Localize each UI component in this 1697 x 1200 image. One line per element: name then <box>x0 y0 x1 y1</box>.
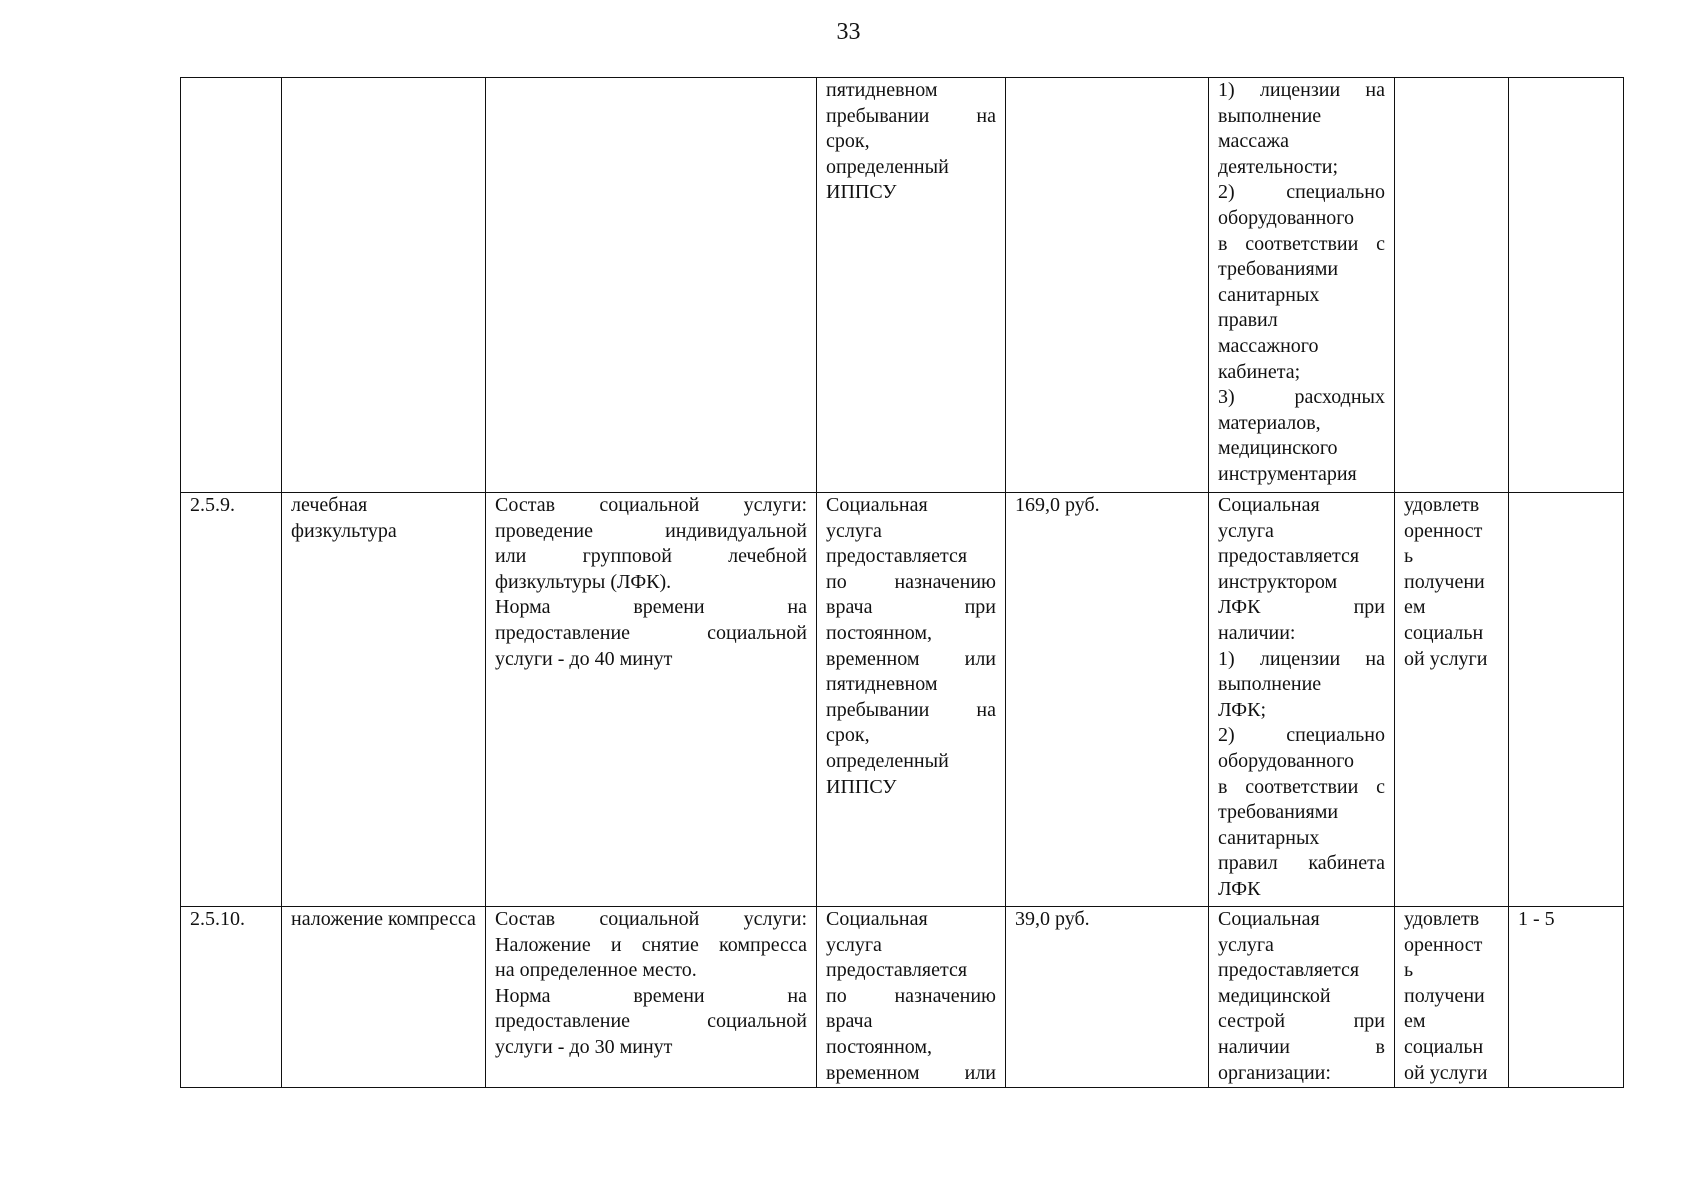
cell-provider-requirements-line: предоставляется <box>1218 545 1360 568</box>
cell-provider-requirements-line: Социальная <box>1218 908 1320 930</box>
cell-provider-requirements-line: наличии в <box>1218 1035 1385 1058</box>
cell-service-name <box>282 493 486 907</box>
cell-term <box>1509 907 1624 1088</box>
cell-number <box>181 78 282 493</box>
cell-quality-criteria <box>1395 78 1509 493</box>
cell-provider-requirements-line: правил <box>1218 309 1278 332</box>
cell-provider-requirements-line: санитарных <box>1218 826 1320 849</box>
cell-provision-conditions-line: пребывании на <box>826 104 996 127</box>
table-body <box>181 78 1624 1088</box>
cell-provider-requirements-line: предоставляется <box>1218 959 1360 982</box>
cell-service-description-line: Состав социальной услуги: <box>495 494 807 516</box>
cell-tariff <box>1006 907 1209 1088</box>
cell-quality-criteria-line: ь <box>1404 959 1414 982</box>
cell-provision-conditions-line: Социальная <box>826 908 928 930</box>
cell-quality-criteria-line: ем <box>1404 1010 1426 1033</box>
cell-provision-conditions-line: пятидневном <box>826 673 938 696</box>
cell-provision-conditions <box>817 493 1006 907</box>
cell-provider-requirements-line: 1) лицензии на <box>1218 79 1385 101</box>
cell-tariff-text: 39,0 руб. <box>1015 908 1090 930</box>
cell-quality-criteria-line: социальн <box>1404 1035 1484 1058</box>
cell-tariff-text: 169,0 руб. <box>1015 494 1100 516</box>
cell-service-description-line: Состав социальной услуги: <box>495 908 807 930</box>
cell-provision-conditions-line: врача <box>826 1010 873 1033</box>
cell-number-text: 2.5.10. <box>190 908 245 930</box>
cell-term <box>1509 78 1624 493</box>
cell-service-description-line: физкультуры (ЛФК). <box>495 570 672 593</box>
cell-provider-requirements-line: кабинета; <box>1218 360 1301 383</box>
cell-service-name <box>282 907 486 1088</box>
cell-service-description-line: на определенное место. <box>495 959 697 982</box>
cell-quality-criteria-line: удовлетв <box>1404 494 1480 516</box>
cell-provider-requirements-line: материалов, <box>1218 411 1321 434</box>
cell-service-description-line: Норма времени на <box>495 596 807 619</box>
cell-provider-requirements-line: Социальная <box>1218 494 1320 516</box>
cell-provision-conditions-line: предоставляется <box>826 545 968 568</box>
cell-provider-requirements-line: 1) лицензии на <box>1218 647 1385 670</box>
cell-provision-conditions-line: определенный <box>826 155 949 178</box>
cell-service-description-line: предоставление социальной <box>495 621 807 644</box>
cell-provider-requirements-line: 2) специально <box>1218 724 1385 747</box>
cell-provision-conditions-line: постоянном, <box>826 1035 933 1058</box>
cell-provision-conditions-line: временном или <box>826 1061 996 1084</box>
cell-quality-criteria-line: получени <box>1404 570 1485 593</box>
cell-service-description-line: услуги - до 30 минут <box>495 1035 673 1058</box>
cell-term <box>1509 493 1624 907</box>
cell-quality-criteria-line: ой услуги <box>1404 647 1488 670</box>
cell-provision-conditions <box>817 907 1006 1088</box>
cell-provider-requirements <box>1209 907 1395 1088</box>
cell-quality-criteria-line: оренност <box>1404 933 1483 956</box>
cell-provision-conditions-line: по назначению <box>826 984 996 1007</box>
cell-service-description <box>486 907 817 1088</box>
cell-service-description-line: предоставление социальной <box>495 1010 807 1033</box>
cell-provider-requirements-line: инструментария <box>1218 462 1357 485</box>
services-table <box>180 77 1624 1088</box>
cell-service-name-text: лечебная физкультура <box>291 494 397 542</box>
cell-service-description <box>486 78 817 493</box>
cell-provision-conditions-line: срок, <box>826 724 870 747</box>
cell-provider-requirements <box>1209 78 1395 493</box>
cell-provision-conditions-line: Социальная <box>826 494 928 516</box>
cell-quality-criteria-line: ь <box>1404 545 1414 568</box>
cell-provider-requirements-line: 3) расходных <box>1218 386 1385 409</box>
cell-provider-requirements-line: 2) специально <box>1218 181 1385 204</box>
cell-provider-requirements-line: выполнение <box>1218 673 1322 696</box>
cell-quality-criteria <box>1395 907 1509 1088</box>
cell-provider-requirements-line: оборудованного <box>1218 749 1354 772</box>
cell-provision-conditions-line: постоянном, <box>826 621 933 644</box>
cell-provision-conditions-line: по назначению <box>826 570 996 593</box>
cell-quality-criteria-line: ой услуги <box>1404 1061 1488 1084</box>
cell-provider-requirements-line: требованиями <box>1218 801 1339 824</box>
cell-service-description-line: Наложение и снятие компресса <box>495 933 807 956</box>
page-number: 33 <box>836 19 861 45</box>
cell-provider-requirements-line: санитарных <box>1218 283 1320 306</box>
cell-provision-conditions-line: ИППСУ <box>826 181 897 204</box>
cell-service-description-line: проведение индивидуальной <box>495 519 807 542</box>
cell-term-text: 1 - 5 <box>1518 908 1555 930</box>
cell-provision-conditions-line: услуга <box>826 933 882 956</box>
cell-provider-requirements-line: массажа <box>1218 130 1289 153</box>
cell-quality-criteria-line: ем <box>1404 596 1426 619</box>
cell-number <box>181 907 282 1088</box>
cell-provider-requirements-line: выполнение <box>1218 104 1322 127</box>
cell-provider-requirements-line: ЛФК; <box>1218 698 1266 721</box>
cell-quality-criteria-line: социальн <box>1404 621 1484 644</box>
cell-provider-requirements-line: правил кабинета <box>1218 852 1385 875</box>
cell-provision-conditions <box>817 78 1006 493</box>
cell-service-description-line: Норма времени на <box>495 984 807 1007</box>
cell-provision-conditions-line: пребывании на <box>826 698 996 721</box>
cell-tariff <box>1006 78 1209 493</box>
cell-provider-requirements-line: ЛФК при <box>1218 596 1385 619</box>
cell-quality-criteria-line: получени <box>1404 984 1485 1007</box>
cell-provision-conditions-line: услуга <box>826 519 882 542</box>
table-row <box>181 907 1624 1088</box>
cell-service-description-line: услуги - до 40 минут <box>495 647 673 670</box>
cell-provision-conditions-line: срок, <box>826 130 870 153</box>
cell-provider-requirements-line: организации: <box>1218 1061 1331 1084</box>
cell-provision-conditions-line: врача при <box>826 596 996 619</box>
cell-quality-criteria <box>1395 493 1509 907</box>
table-row <box>181 78 1624 493</box>
cell-provider-requirements-line: массажного <box>1218 334 1319 357</box>
cell-provision-conditions-line: пятидневном <box>826 79 938 101</box>
cell-provider-requirements-line: медицинского <box>1218 437 1338 460</box>
cell-provider-requirements-line: инструктором <box>1218 570 1338 593</box>
cell-provider-requirements-line: в соответствии с <box>1218 775 1385 798</box>
cell-provider-requirements-line: оборудованного <box>1218 206 1354 229</box>
cell-provider-requirements-line: требованиями <box>1218 258 1339 281</box>
cell-provision-conditions-line: ИППСУ <box>826 775 897 798</box>
cell-provider-requirements <box>1209 493 1395 907</box>
cell-number <box>181 493 282 907</box>
cell-provider-requirements-line: деятельности; <box>1218 155 1339 178</box>
cell-service-description-line: или групповой лечебной <box>495 545 807 568</box>
cell-service-description <box>486 493 817 907</box>
cell-provision-conditions-line: временном или <box>826 647 996 670</box>
cell-service-name <box>282 78 486 493</box>
cell-provider-requirements-line: в соответствии с <box>1218 232 1385 255</box>
cell-provider-requirements-line: услуга <box>1218 933 1274 956</box>
cell-tariff <box>1006 493 1209 907</box>
cell-provider-requirements-line: наличии: <box>1218 621 1296 644</box>
cell-provision-conditions-line: предоставляется <box>826 959 968 982</box>
cell-quality-criteria-line: удовлетв <box>1404 908 1480 930</box>
cell-number-text: 2.5.9. <box>190 494 235 516</box>
cell-provider-requirements-line: ЛФК <box>1218 877 1261 900</box>
cell-provider-requirements-line: услуга <box>1218 519 1274 542</box>
cell-service-name-text: наложение компресса <box>291 908 476 930</box>
table-row <box>181 493 1624 907</box>
cell-quality-criteria-line: оренност <box>1404 519 1483 542</box>
cell-provider-requirements-line: сестрой при <box>1218 1010 1385 1033</box>
cell-provision-conditions-line: определенный <box>826 749 949 772</box>
cell-provider-requirements-line: медицинской <box>1218 984 1331 1007</box>
